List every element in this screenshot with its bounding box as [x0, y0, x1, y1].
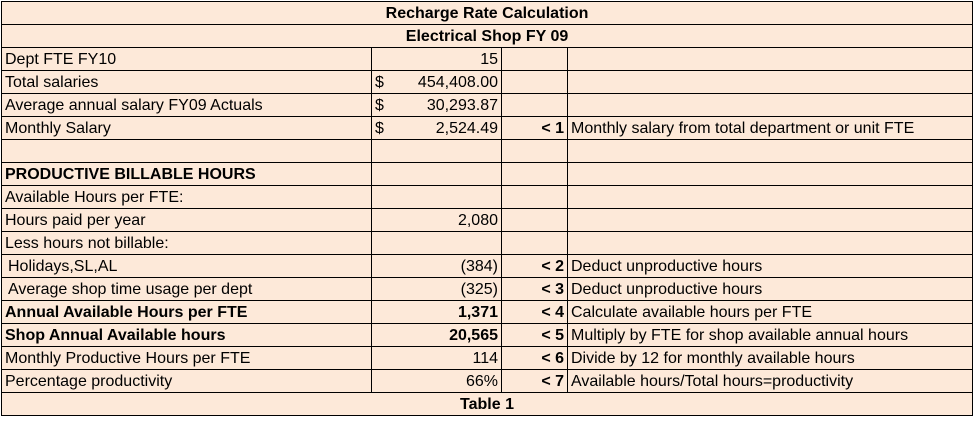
table-row — [2, 324, 973, 347]
row-note: Calculate available hours per FTE — [568, 301, 973, 324]
step-reference: < 1 — [502, 117, 568, 140]
step-reference: < 5 — [502, 324, 568, 347]
currency-symbol: $ — [375, 74, 384, 91]
step-reference: < 7 — [502, 370, 568, 393]
row-note: Multiply by FTE for shop available annual hours — [568, 324, 973, 347]
table-row — [2, 117, 973, 140]
row-value: 1,371 — [372, 301, 502, 324]
step-reference — [502, 163, 568, 186]
step-reference — [502, 140, 568, 163]
title-row — [2, 2, 973, 25]
row-label: Dept FTE FY10 — [2, 48, 372, 71]
row-value — [372, 232, 502, 255]
row-value: 114 — [372, 347, 502, 370]
row-note — [568, 48, 973, 71]
table-row — [2, 255, 973, 278]
step-reference — [502, 94, 568, 117]
row-label: Total salaries — [2, 71, 372, 94]
step-reference — [502, 71, 568, 94]
row-note: Available hours/Total hours=productivity — [568, 370, 973, 393]
row-value: (384) — [372, 255, 502, 278]
table-row — [2, 186, 973, 209]
row-value — [372, 71, 502, 94]
row-label: Percentage productivity — [2, 370, 372, 393]
row-note — [568, 71, 973, 94]
table-row — [2, 209, 973, 232]
step-reference — [502, 48, 568, 71]
step-reference: < 3 — [502, 278, 568, 301]
table-row — [2, 232, 973, 255]
row-value — [372, 140, 502, 163]
amount-value: 2,524.49 — [435, 120, 498, 137]
table-row — [2, 370, 973, 393]
row-note: Monthly salary from total department or unit FTE — [568, 117, 973, 140]
table-row — [2, 94, 973, 117]
row-label: Less hours not billable: — [2, 232, 372, 255]
row-note — [568, 140, 973, 163]
amount-value: 454,408.00 — [417, 74, 498, 91]
table-title: Recharge Rate Calculation — [2, 2, 973, 25]
row-label: Hours paid per year — [2, 209, 372, 232]
row-label: Shop Annual Available hours — [2, 324, 372, 347]
step-reference: < 4 — [502, 301, 568, 324]
row-value — [372, 163, 502, 186]
row-value — [372, 94, 502, 117]
table-row — [2, 71, 973, 94]
currency-symbol: $ — [375, 120, 384, 137]
row-note: Deduct unproductive hours — [568, 278, 973, 301]
row-value — [372, 117, 502, 140]
row-value: 20,565 — [372, 324, 502, 347]
step-reference — [502, 232, 568, 255]
row-value: (325) — [372, 278, 502, 301]
table-caption: Table 1 — [2, 393, 973, 416]
step-reference — [502, 209, 568, 232]
table-row — [2, 278, 973, 301]
recharge-rate-table — [1, 1, 973, 416]
row-note — [568, 209, 973, 232]
row-note — [568, 232, 973, 255]
row-note — [568, 94, 973, 117]
row-label: Monthly Productive Hours per FTE — [2, 347, 372, 370]
row-value — [372, 186, 502, 209]
table-row — [2, 48, 973, 71]
step-reference: < 2 — [502, 255, 568, 278]
table-subtitle: Electrical Shop FY 09 — [2, 25, 973, 48]
currency-symbol: $ — [375, 97, 384, 114]
row-label: Annual Available Hours per FTE — [2, 301, 372, 324]
table-row — [2, 301, 973, 324]
row-note: Divide by 12 for monthly available hours — [568, 347, 973, 370]
row-label: Monthly Salary — [2, 117, 372, 140]
row-label: Average annual salary FY09 Actuals — [2, 94, 372, 117]
table-row — [2, 163, 973, 186]
table-row — [2, 347, 973, 370]
amount-value: 30,293.87 — [426, 97, 498, 114]
subtitle-row — [2, 25, 973, 48]
row-note — [568, 163, 973, 186]
row-note: Deduct unproductive hours — [568, 255, 973, 278]
row-label: Average shop time usage per dept — [2, 278, 372, 301]
step-reference: < 6 — [502, 347, 568, 370]
footer-row — [2, 393, 973, 416]
step-reference — [502, 186, 568, 209]
row-value: 15 — [372, 48, 502, 71]
row-label: PRODUCTIVE BILLABLE HOURS — [2, 163, 372, 186]
row-label: Holidays,SL,AL — [2, 255, 372, 278]
row-note — [568, 186, 973, 209]
table-row — [2, 140, 973, 163]
row-value: 2,080 — [372, 209, 502, 232]
row-value: 66% — [372, 370, 502, 393]
row-label: Available Hours per FTE: — [2, 186, 372, 209]
row-label — [2, 140, 372, 163]
